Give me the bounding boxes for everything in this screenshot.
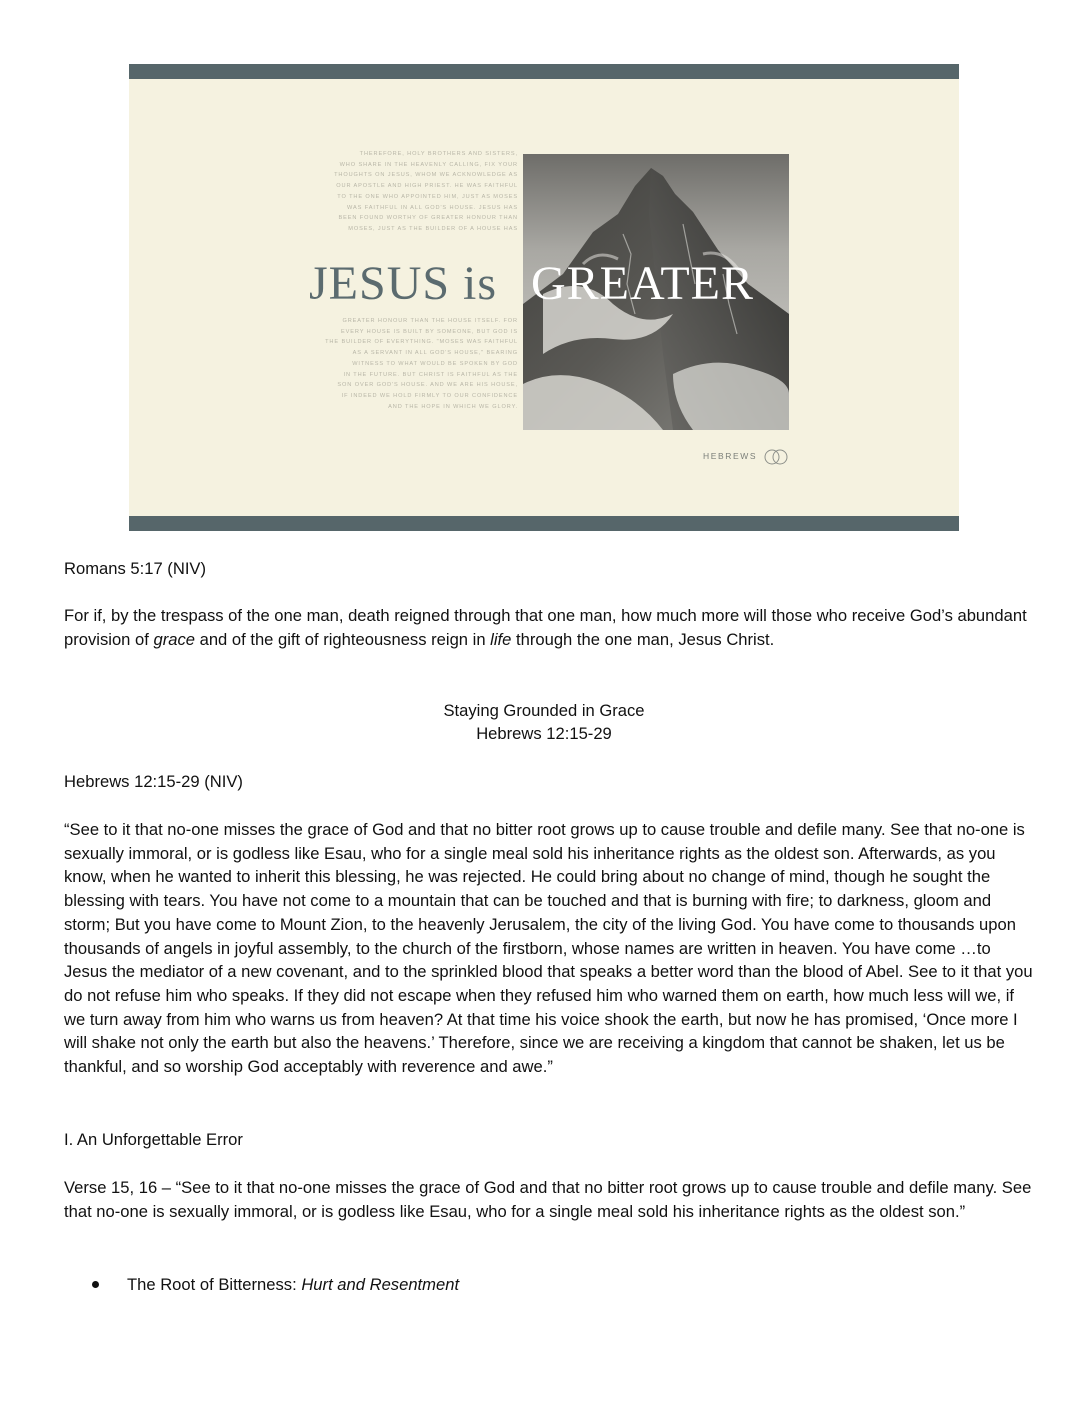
- romans-text: For if, by the trespass of the one man, death reigned through that one man, how much more will those who receive God’s abundant provision of: [64, 606, 1027, 649]
- verse-line: WHO SHARE IN THE HEAVENLY CALLING, FIX YOUR: [339, 161, 518, 168]
- verse-line: OUR APOSTLE AND HIGH PRIEST. HE WAS FAITHFUL: [336, 183, 518, 190]
- romans-emphasis-life: life: [490, 629, 512, 649]
- verse-line: AS A SERVANT IN ALL GOD'S HOUSE," BEARING: [352, 350, 518, 357]
- bullet-text: [127, 1273, 459, 1297]
- romans-text: and of the gift of righteousness reign in: [194, 629, 491, 649]
- romans-verse: [64, 604, 1034, 651]
- verse-line: AND THE HOPE IN WHICH WE GLORY.: [388, 403, 518, 410]
- banner-verse-upper: [316, 149, 518, 235]
- banner-title-greater: GREATER: [531, 257, 754, 310]
- verse-line: WITNESS TO WHAT WOULD BE SPOKEN BY GOD: [352, 360, 518, 367]
- banner-top-bar: [129, 64, 959, 79]
- verse-line: MOSES, JUST AS THE BUILDER OF A HOUSE HAS: [348, 225, 518, 232]
- bullet-label: The Root of Bitterness:: [127, 1275, 302, 1294]
- bullet-emphasis: Hurt and Resentment: [301, 1275, 460, 1294]
- sermon-banner: [129, 64, 959, 530]
- verse-line: THOUGHTS ON JESUS, WHOM WE ACKNOWLEDGE AS: [334, 172, 518, 179]
- scripture-reference: Hebrews 12:15-29 (NIV): [64, 772, 243, 791]
- bullet-icon: [92, 1281, 99, 1288]
- verse-line: EVERY HOUSE IS BUILT BY SOMEONE, BUT GOD IS: [340, 328, 518, 335]
- verse-line: THE BUILDER OF EVERYTHING. "MOSES WAS FAITHFUL: [325, 339, 518, 346]
- verse-line: BEEN FOUND WORTHY OF GREATER HONOUR THAN: [338, 215, 518, 222]
- sermon-passage: Hebrews 12:15-29: [476, 724, 612, 743]
- section-verse-text: Verse 15, 16 – “See to it that no-one misses the grace of God and that no bitter root grows up to cause trouble and defile many. See that no-one is sexually immoral, or is godless like Esau, who for a single meal sold his inheritance rights as the oldest son.”: [64, 1178, 1032, 1221]
- romans-reference: Romans 5:17 (NIV): [64, 559, 207, 578]
- romans-emphasis-grace: grace: [153, 629, 195, 649]
- verse-line: IN THE FUTURE. BUT CHRIST IS FAITHFUL AS THE: [343, 371, 518, 378]
- section-heading: I. An Unforgettable Error: [64, 1130, 243, 1149]
- verse-line: IF INDEED WE HOLD FIRMLY TO OUR CONFIDENCE: [341, 392, 518, 399]
- series-label: HEBREWS: [703, 451, 758, 461]
- verse-line: GREATER HONOUR THAN THE HOUSE ITSELF. FOR: [342, 318, 518, 324]
- romans-text: through the one man, Jesus Christ.: [511, 629, 775, 649]
- sermon-title: Staying Grounded in Grace: [443, 701, 645, 720]
- verse-line: TO THE ONE WHO APPOINTED HIM, JUST AS MOSES: [337, 193, 518, 200]
- verse-line: WAS FAITHFUL IN ALL GOD'S HOUSE. JESUS HAS: [347, 204, 518, 211]
- list-item: [92, 1273, 459, 1297]
- interlocking-rings-icon: [761, 448, 791, 466]
- scripture-text: “See to it that no-one misses the grace of God and that no bitter root grows up to cause trouble and defile many. See that no-one is sexually immoral, or is godless like Esau, who for a single meal sold his inheritance rights as the oldest son. Afterwards, as you know, when he wanted to inherit this blessing, he was rejected. He could bring about no change of mind, though he sought the blessing with tears. You have not come to a mountain that can be touched and that is burning with fire; to darkness, gloom and storm; But you have come to Mount Zion, to the heavenly Jerusalem, the city of the living God. You have come to thousands upon thousands of angels in joyful assembly, to the church of the firstborn, whose names are written in heaven. You have come …to Jesus the mediator of a new covenant, and to the sprinkled blood that speaks a better word than the blood of Abel. See to it that you do not refuse him who speaks. If they did not escape when they refused him who warned them on earth, how much less will we, if we turn away from him who warns us from heaven? At that time his voice shook the earth, but now he has promised, ‘Once more I will shake not only the earth but also the heavens.’ Therefore, since we are receiving a kingdom that cannot be shaken, let us be thankful, and so worship God acceptably with reverence and awe.”: [64, 820, 1033, 1077]
- banner-title-jesus-is: JESUS is: [309, 257, 498, 310]
- verse-line: SON OVER GOD'S HOUSE. AND WE ARE HIS HOUSE,: [337, 382, 518, 389]
- verse-line: THEREFORE, HOLY BROTHERS AND SISTERS,: [359, 151, 518, 157]
- banner-verse-lower: [316, 316, 518, 412]
- banner-bottom-bar: [129, 516, 959, 531]
